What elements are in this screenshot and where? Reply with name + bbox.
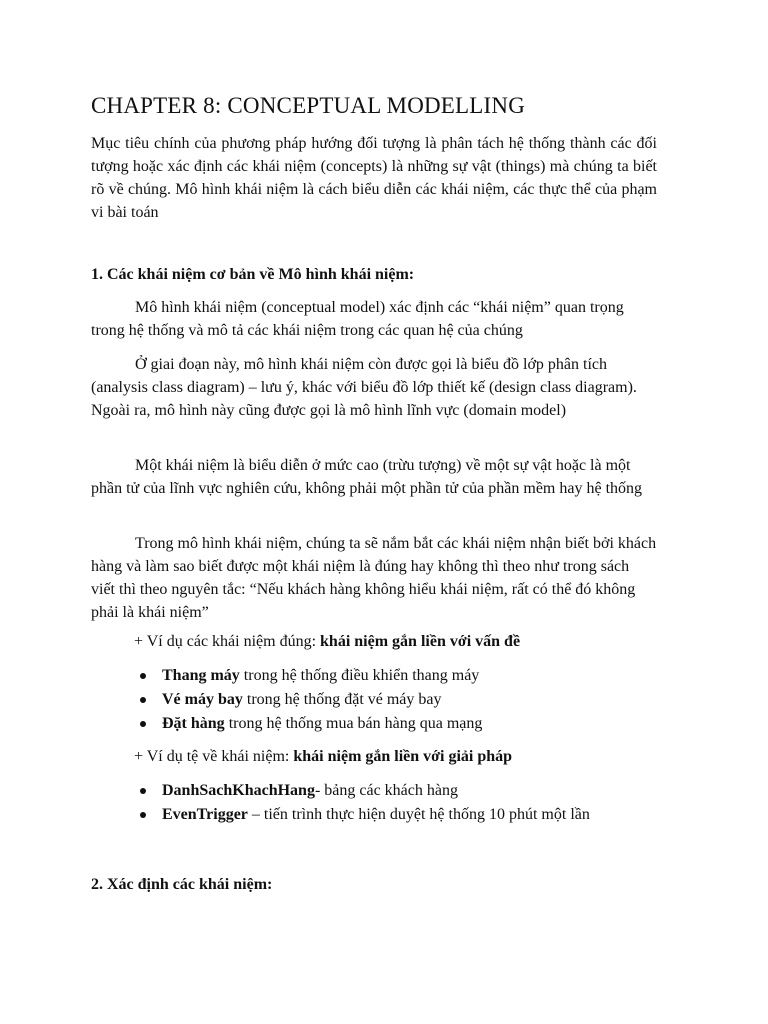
list-item: [162, 713, 482, 737]
bad-examples-list: [162, 780, 590, 828]
section-1-paragraph-1: Mô hình khái niệm (conceptual model) xác định các “khái niệm” quan trọng trong hệ thống và mô tả các khái niệm trong các quan hệ của chúng: [91, 299, 624, 339]
bullet-icon: [140, 697, 146, 703]
bad-examples-line: [134, 748, 512, 766]
bullet-icon: [140, 673, 146, 679]
section-1-heading: 1. Các khái niệm cơ bản về Mô hình khái niệm:: [91, 266, 415, 283]
intro-paragraph: Mục tiêu chính của phương pháp hướng đối tượng là phân tách hệ thống thành các đối tượng hoặc xác định các khái niệm (concepts) là những sự vật (things) mà chúng ta biết rõ về chúng. Mô hình khái niệm là cách biểu diễn các khái niệm, các thực thể của phạm vi bài toán: [91, 135, 657, 221]
list-item: [162, 689, 482, 713]
section-1-paragraph-3: Một khái niệm là biểu diễn ở mức cao (trừu tượng) về một sự vật hoặc là một phần tử của lĩnh vực nghiên cứu, không phải một phần tử của phần mềm hay hệ thống: [91, 457, 643, 497]
list-item-desc: – tiến trình thực hiện duyệt hệ thống 10 phút một lần: [247, 806, 590, 823]
list-item-term: EvenTrigger: [162, 806, 248, 823]
section-2-heading: 2. Xác định các khái niệm:: [91, 876, 273, 893]
bad-examples-prefix: + Ví dụ tệ về khái niệm:: [134, 748, 294, 765]
good-examples-prefix: + Ví dụ các khái niệm đúng:: [134, 633, 321, 650]
bad-examples-emphasis: khái niệm gắn liền với giải pháp: [293, 748, 513, 765]
good-examples-emphasis: khái niệm gắn liền với vấn đề: [320, 633, 521, 650]
list-item-term: Đặt hàng: [162, 715, 225, 732]
section-1-paragraph-2: Ở giai đoạn này, mô hình khái niệm còn được gọi là biểu đồ lớp phân tích (analysis class diagram) – lưu ý, khác với biểu đồ lớp thiết kế (design class diagram). Ngoài ra, mô hình này cũng được gọi là mô hình lĩnh vực (domain model): [91, 356, 637, 419]
list-item: [162, 804, 590, 828]
list-item-desc: trong hệ thống mua bán hàng qua mạng: [224, 715, 483, 732]
list-item-desc: - bảng các khách hàng: [314, 782, 458, 799]
bullet-icon: [140, 788, 146, 794]
list-item: [162, 665, 482, 689]
section-1-paragraph-4: Trong mô hình khái niệm, chúng ta sẽ nắm bắt các khái niệm nhận biết bởi khách hàng và làm sao biết được một khái niệm là đúng hay không thì theo như trong sách viết thì theo nguyên tắc: “Nếu khách hàng không hiểu khái niệm, rất có thể đó không phải là khái niệm”: [91, 535, 657, 621]
list-item: [162, 780, 590, 804]
chapter-title: CHAPTER 8: CONCEPTUAL MODELLING: [91, 93, 526, 118]
list-item-term: Thang máy: [162, 667, 240, 684]
list-item-desc: trong hệ thống điều khiển thang máy: [239, 667, 480, 684]
bullet-icon: [140, 812, 146, 818]
list-item-term: Vé máy bay: [162, 691, 243, 708]
bullet-icon: [140, 721, 146, 727]
good-examples-list: [162, 665, 482, 737]
list-item-desc: trong hệ thống đặt vé máy bay: [242, 691, 442, 708]
list-item-term: DanhSachKhachHang: [162, 782, 315, 799]
good-examples-line: [134, 633, 520, 651]
